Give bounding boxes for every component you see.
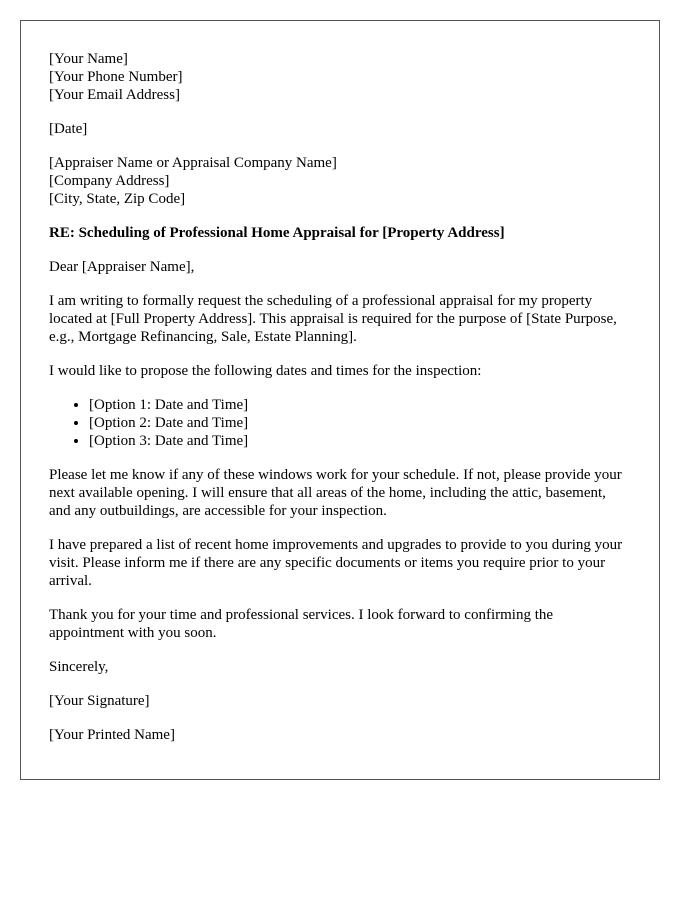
list-item: • [Option 2: Date and Time] — [89, 414, 631, 432]
sender-block — [49, 50, 631, 104]
list-item: • [Option 1: Date and Time] — [89, 396, 631, 414]
sender-phone: [Your Phone Number] — [49, 69, 183, 85]
recipient-address: [Company Address] — [49, 173, 170, 189]
letter-page — [20, 20, 660, 780]
closing: Sincerely, — [49, 659, 109, 675]
subject-line: RE: Scheduling of Professional Home Appraisal for [Property Address] — [49, 225, 505, 241]
date-block — [49, 120, 631, 138]
thanks-paragraph: Thank you for your time and professional services. I look forward to confirming the appointment with you soon. — [49, 607, 554, 641]
availability-paragraph: Please let me know if any of these windows work for your schedule. If not, please provide your next available opening. I will ensure that all areas of the home, including the attic, basement, and any outbuildings, are accessible for your inspection. — [49, 467, 622, 519]
list-item: • [Option 3: Date and Time] — [89, 432, 631, 450]
sender-email: [Your Email Address] — [49, 87, 180, 103]
recipient-city-state-zip: [City, State, Zip Code] — [49, 191, 186, 207]
letter-date: [Date] — [49, 121, 88, 137]
improvements-paragraph: I have prepared a list of recent home improvements and upgrades to provide to you during your visit. Please inform me if there are any specific documents or items you require prior to your arrival. — [49, 537, 623, 589]
printed-name: [Your Printed Name] — [49, 727, 175, 743]
salutation: Dear [Appraiser Name], — [49, 259, 195, 275]
date-options-list — [49, 396, 631, 450]
sender-name: [Your Name] — [49, 51, 128, 67]
intro-paragraph: I am writing to formally request the scheduling of a professional appraisal for my property located at [Full Property Address]. This appraisal is required for the purpose of [State Purpose, e.g., Mortgage Refinancing, Sale, Estate Planning]. — [49, 293, 617, 345]
signature-placeholder: [Your Signature] — [49, 693, 150, 709]
recipient-block — [49, 154, 631, 208]
recipient-name: [Appraiser Name or Appraisal Company Name] — [49, 155, 337, 171]
propose-paragraph: I would like to propose the following dates and times for the inspection: — [49, 363, 482, 379]
